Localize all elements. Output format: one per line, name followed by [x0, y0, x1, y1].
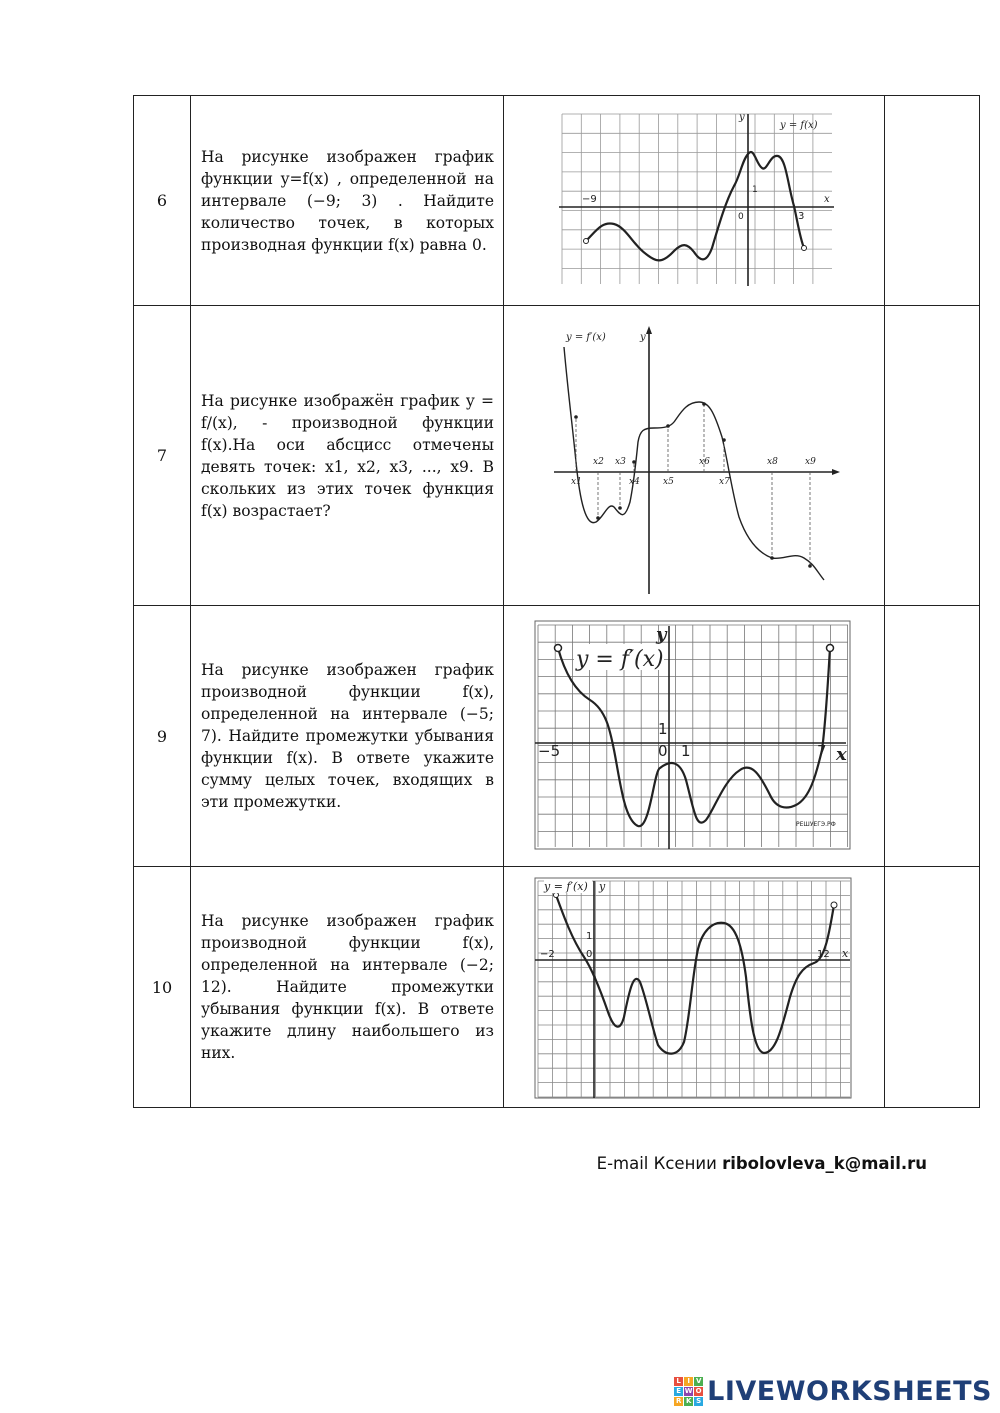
tick-one: 1: [586, 931, 593, 942]
tick-right: 12: [817, 949, 830, 960]
x-axis-label: x: [824, 194, 830, 205]
graph-f: [534, 106, 834, 291]
task-row-9: [134, 606, 980, 867]
y-axis-label: y: [599, 880, 606, 893]
x-axis-label: x: [836, 744, 847, 765]
task-number: 10: [134, 867, 191, 1108]
task-number: 9: [134, 606, 191, 867]
x-axis-label: x: [842, 947, 849, 960]
point-marker: [618, 506, 622, 510]
task-text: На рисунке изображен график производной функции f(x), определенной на интервале (−2; 12). Найдите промежутки убывания функции f(x). В ответе укажите длину наибольшего из них.: [191, 867, 504, 1108]
tick-left: −9: [582, 194, 597, 205]
point-marker: [808, 564, 812, 568]
tick-left: −5: [538, 742, 561, 760]
brand-logo: [674, 1376, 992, 1407]
point-marker: [722, 438, 726, 442]
task-number: 7: [134, 306, 191, 606]
graph-derivative: [534, 620, 852, 852]
task-text: На рисунке изображён график y = f/(x), - производной функции f(x).На оси абсцисс отмечены девять точек: x1, x2, x3, ..., x9. В скольких из этих точек функция f(x) возрастает?: [191, 306, 504, 606]
y-axis-label: y: [739, 112, 745, 123]
point-marker: [574, 415, 578, 419]
task-number: 6: [134, 96, 191, 306]
tick-one: 1: [681, 742, 691, 760]
graph-label: y = f′(x): [576, 647, 664, 672]
task-row-10: [134, 867, 980, 1108]
tasks-table: [133, 95, 980, 1108]
brand-name: LIVEWORKSHEETS: [707, 1376, 992, 1407]
point-label: x7: [719, 477, 730, 487]
graph-label: y = f′(x): [566, 332, 606, 343]
answer-cell[interactable]: [885, 606, 980, 867]
email-prefix: E-mail Ксении: [596, 1154, 723, 1173]
task-figure: [504, 306, 885, 606]
tick-left: −2: [540, 949, 555, 960]
point-marker: [666, 424, 670, 428]
point-label: x3: [615, 457, 626, 467]
task-figure: [504, 606, 885, 867]
task-row-6: [134, 96, 980, 306]
watermark: РЕШУЕГЭ.РФ: [796, 821, 836, 828]
author-email-line: [597, 1154, 927, 1173]
tick-right: 3: [798, 211, 805, 222]
graph-derivative: [534, 877, 854, 1101]
graph-label: y = f′(x): [544, 880, 588, 893]
task-figure: [504, 96, 885, 306]
tick-origin: 0: [586, 949, 593, 960]
point-label: x8: [767, 457, 778, 467]
point-label: x1: [571, 477, 582, 487]
task-figure: [504, 867, 885, 1108]
logo-icon: L I V E W O R K S: [675, 1377, 702, 1405]
graph-label: y = f(x): [780, 120, 818, 131]
point-label: x6: [699, 457, 710, 467]
answer-cell[interactable]: [885, 867, 980, 1108]
point-marker: [632, 460, 636, 464]
tick-origin: 0: [738, 212, 744, 222]
point-label: x4: [629, 477, 640, 487]
tick-right: 7: [817, 742, 827, 760]
task-text: На рисунке изображен график функции y=f(x) , определенной на интервале (−9; 3) . Найдите количество точек, в которых производная функции f(x) равна 0.: [191, 96, 504, 306]
y-axis-label: y: [656, 624, 667, 645]
point-marker: [770, 556, 774, 560]
answer-cell[interactable]: [885, 306, 980, 606]
point-label: x9: [805, 457, 816, 467]
point-marker: [702, 402, 706, 406]
task-text: На рисунке изображен график производной функции f(x), определенной на интервале (−5; 7). Найдите промежутки убывания функции f(x). В ответе укажите сумму целых точек, входящих в эти промежутки.: [191, 606, 504, 867]
answer-cell[interactable]: [885, 96, 980, 306]
y-axis-label: y: [640, 332, 646, 343]
graph-derivative-points: [534, 312, 854, 602]
tick-origin: 0: [658, 742, 668, 760]
point-label: x2: [593, 457, 604, 467]
task-row-7: [134, 306, 980, 606]
point-marker: [596, 516, 600, 520]
email-address[interactable]: ribolovleva_k@mail.ru: [722, 1154, 927, 1173]
point-label: x5: [663, 477, 674, 487]
tick-y-one: 1: [658, 720, 668, 738]
tick-one: 1: [752, 185, 758, 195]
